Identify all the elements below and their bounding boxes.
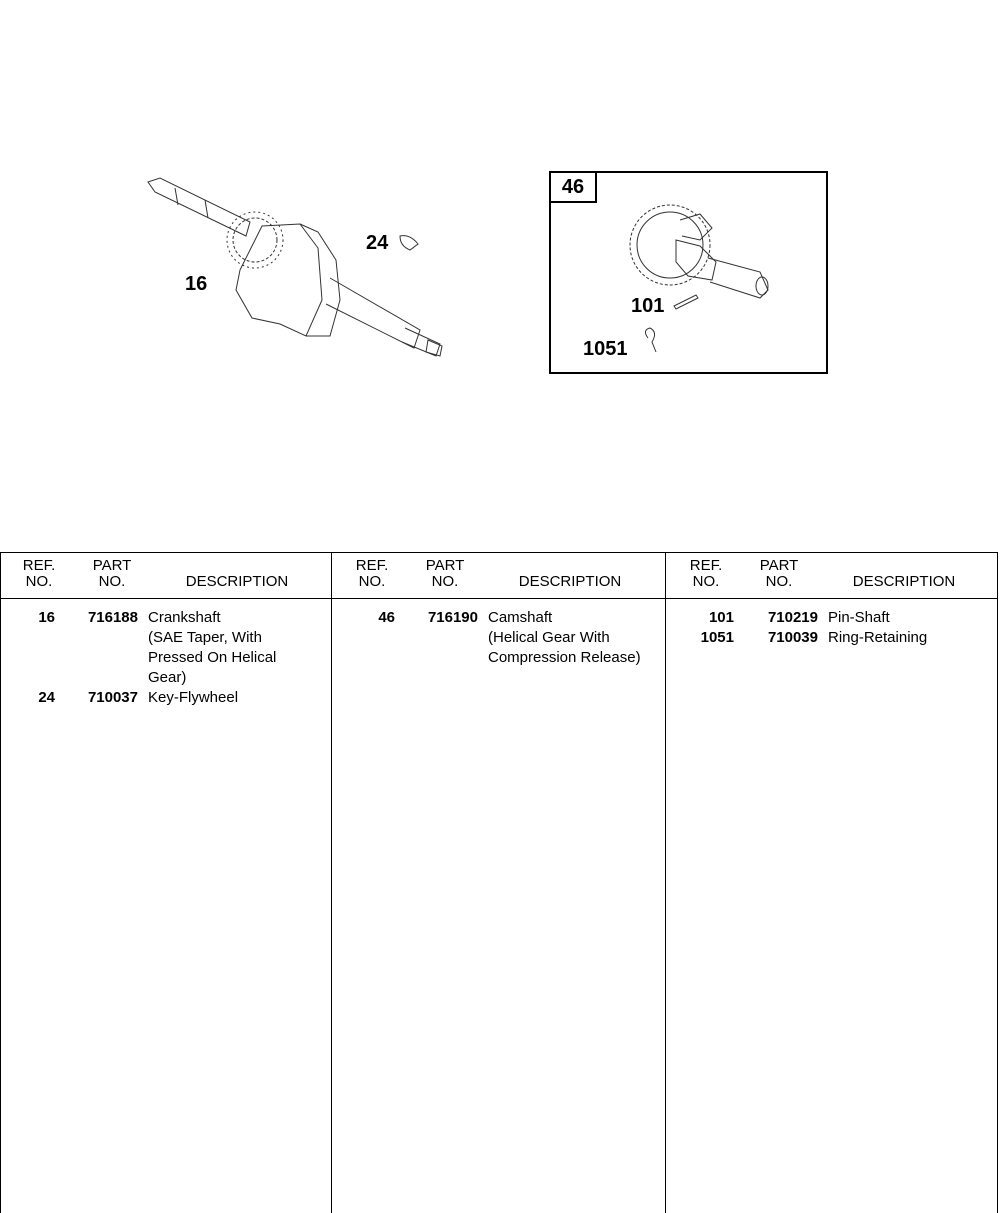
callout-1051: 1051 bbox=[583, 338, 628, 360]
description: Pin-Shaft bbox=[828, 609, 890, 626]
header-ref: REF. NO. bbox=[355, 557, 389, 590]
parts-column-3 bbox=[665, 553, 999, 1213]
part-number: 716188 bbox=[87, 609, 138, 626]
header-part: PART NO. bbox=[759, 557, 799, 590]
part-number: 716190 bbox=[427, 609, 478, 626]
key-drawing bbox=[400, 236, 418, 250]
part-number: 710219 bbox=[767, 609, 818, 626]
callout-46: 46 bbox=[551, 173, 597, 203]
callout-24: 24 bbox=[366, 232, 389, 254]
callout-16: 16 bbox=[185, 273, 208, 295]
parts-column-2 bbox=[331, 553, 665, 1213]
header-part: PART NO. bbox=[425, 557, 465, 590]
parts-column-1 bbox=[0, 553, 334, 1213]
header-ref: REF. NO. bbox=[22, 557, 56, 590]
part-number: 710037 bbox=[87, 689, 138, 706]
description: Camshaft (Helical Gear With Compression Release) bbox=[488, 609, 641, 666]
ref-number: 101 bbox=[708, 609, 734, 626]
ref-number: 16 bbox=[38, 609, 55, 626]
ref-number: 46 bbox=[378, 609, 395, 626]
header-description: DESCRIPTION bbox=[852, 573, 956, 590]
parts-table bbox=[0, 552, 998, 1213]
header-description: DESCRIPTION bbox=[518, 573, 622, 590]
part-number: 710039 bbox=[767, 629, 818, 646]
ref-number: 1051 bbox=[700, 629, 734, 646]
description: Crankshaft (SAE Taper, With Pressed On Helical Gear) bbox=[148, 609, 277, 686]
header-description: DESCRIPTION bbox=[185, 573, 289, 590]
header-ref: REF. NO. bbox=[689, 557, 723, 590]
header-part: PART NO. bbox=[92, 557, 132, 590]
callout-101: 101 bbox=[631, 295, 665, 317]
parts-illustration bbox=[0, 0, 1000, 520]
description: Key-Flywheel bbox=[148, 689, 239, 706]
ref-number: 24 bbox=[38, 689, 55, 706]
description: Ring-Retaining bbox=[828, 629, 928, 646]
crankshaft-drawing bbox=[148, 178, 442, 356]
